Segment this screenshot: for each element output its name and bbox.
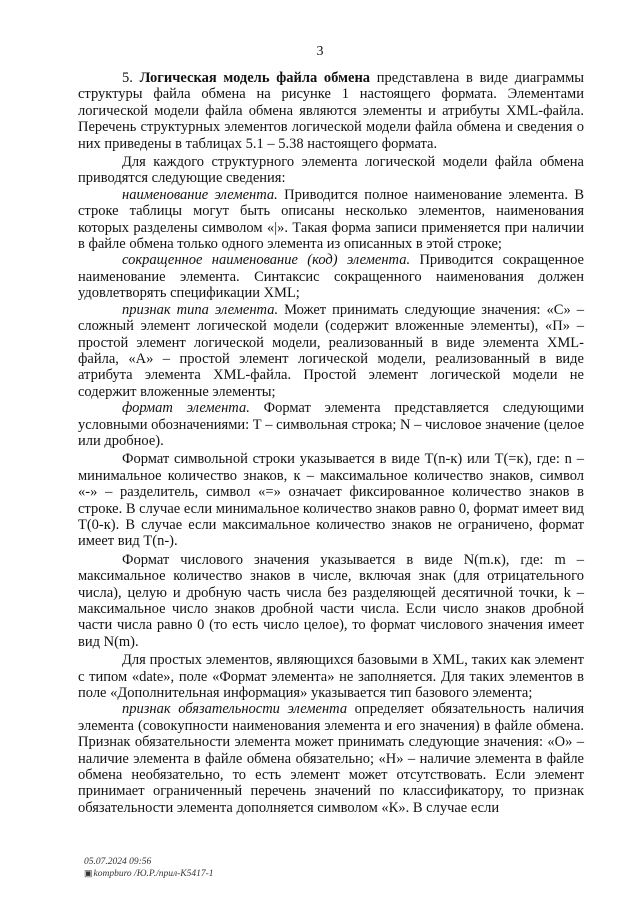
document-path-icon: ▣: [84, 868, 93, 878]
paragraph-text: представлена в виде диаграммы структуры файла обмена на рисунке 1 настоящего формата. Элементами логической модели файла обмена являются элементы и атрибуты XML-файла. Перечень структурных элементов логической модели файла обмена и сведения о них приведены в таблицах 5.1 – 5.38 настоящего формата.: [78, 70, 585, 152]
section-number: 5.: [122, 70, 140, 86]
paragraph-text: Может принимать следующие значения: «С» – сложный элемент логической модели (содержит вложенные элементы), «П» – простой элемент логической модели, реализованный в виде элемента XML-файла, «А» – простой элемент логической модели, реализованный в виде атрибута элемента XML-файла. Простой элемент логической модели не содержит вложенные элементы;: [78, 301, 584, 400]
term: признак обязательности элемента: [122, 701, 348, 718]
section-heading: Логическая модель файла обмена: [139, 70, 371, 86]
paragraph-logical-model: [78, 70, 584, 152]
document-footer: [84, 857, 214, 880]
footer-path-line: [84, 868, 214, 880]
term: сокращенное наименование (код) элемента.: [122, 252, 411, 269]
paragraph-text: определяет обязательность наличия элемента (совокупности наименования элемента и его значения) в файле обмена. Признак обязательности элемента может принимать следующие значения: «О» – наличие элемента в файле обмена обязательно; «Н» – наличие элемента в файле обмена необязательно, то есть элемент может отсутствовать. Если элемент принимает ограниченный перечень значений по классификатору, то признак обязательности элемента дополняется символом «К». В случае если: [78, 701, 584, 816]
paragraph-type-flag: [78, 302, 584, 400]
paragraph-element-name: [78, 187, 584, 253]
paragraph-mandatory-flag: [78, 701, 584, 816]
term: наименование элемента.: [122, 186, 278, 203]
paragraph-text: Формат элемента представляется следующими условными обозначениями: Т – символьная строка; N – числовое значение (целое или дробное).: [78, 400, 584, 449]
document-body: [78, 70, 584, 816]
term: формат элемента.: [122, 400, 250, 417]
paragraph-text: Приводится сокращенное наименование элемента. Синтаксис сокращенного наименования должен удовлетворять спецификации XML;: [78, 252, 584, 302]
paragraph-string-format: Формат символьной строки указывается в виде Т(n-к) или Т(=к), где: n – минимальное количество знаков, к – максимальное количество знаков, символ «-» – разделитель, символ «=» означает фиксированное количество знаков в строке. В случае если минимальное количество знаков равно 0, формат имеет вид Т(0-к). В случае если максимальное количество знаков не ограничено, формат имеет вид Т(n-).: [78, 451, 584, 550]
paragraph-text: Приводится полное наименование элемента. В строке таблицы могут быть описаны несколько элементов, наименования которых разделены символом «|». Такая форма записи применяется при наличии в файле обмена только одного элемента из описанных в этой строке;: [78, 186, 584, 253]
paragraph-short-name: [78, 252, 584, 301]
paragraph-base-types: Для простых элементов, являющихся базовыми в XML, таких как элемент с типом «date», поле «Формат элемента» не заполняется. Для таких элементов в поле «Дополнительная информация» указывается тип базового элемента;: [78, 652, 584, 702]
footer-path: kompburo /Ю.Р./прил-К5417-1: [93, 869, 214, 879]
term: признак типа элемента.: [122, 301, 279, 318]
paragraph-intro: Для каждого структурного элемента логической модели файла обмена приводятся следующие сведения:: [78, 154, 584, 187]
footer-timestamp: 05.07.2024 09:56: [84, 857, 152, 867]
paragraph-number-format: Формат числового значения указывается в виде N(m.к), где: m – максимальное количество знаков в числе, включая знак (для отрицательного числа), целую и дробную часть числа без разделяющей десятичной точки, k – максимальное число знаков дробной части числа. Если число знаков дробной части числа равно 0 (то есть число целое), то формат числового значения имеет вид N(m).: [78, 551, 584, 650]
page-number: 3: [316, 44, 324, 59]
paragraph-format: [78, 400, 584, 449]
